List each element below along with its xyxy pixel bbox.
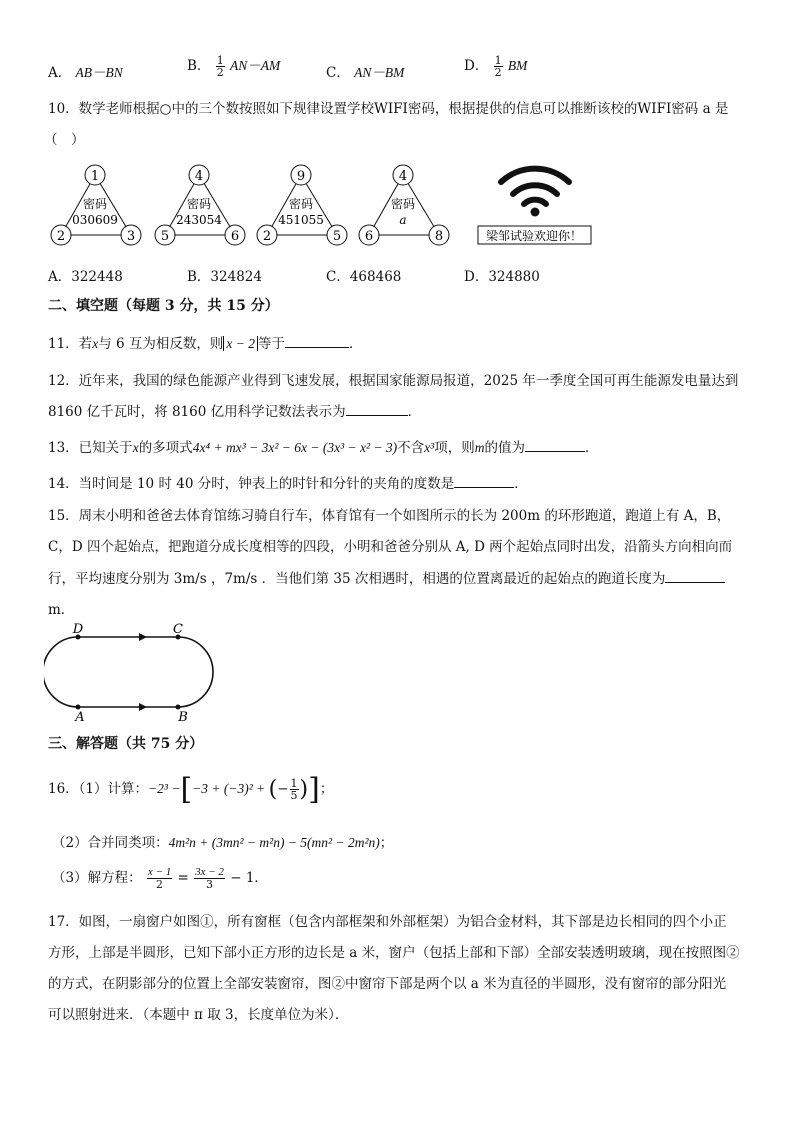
triangle-2-label: 密码 xyxy=(186,197,212,211)
triangle-1-label: 密码 xyxy=(82,197,108,211)
q17-line4: 可以照射进来．（本题中 π 取 3，长度单位为米）． xyxy=(48,1007,349,1023)
triangle-1-right: 3 xyxy=(126,229,136,244)
q10-option-b: B．324824 xyxy=(187,269,262,285)
triangle-4-code: a xyxy=(399,213,407,227)
triangle-4 xyxy=(359,165,449,245)
q10-answer-paren: （ ） xyxy=(44,132,85,148)
q17-line1: 17．如图，一扇窗户如图①，所有窗框（包含内部框架和外部框架）为铝合金材料，其下部是边长相同的四个小正 xyxy=(48,914,727,930)
section3-title: 三、解答题（共 75 分） xyxy=(48,736,204,752)
triangle-3-label: 密码 xyxy=(288,197,314,211)
q9-option-c: C． AN－BM xyxy=(326,65,405,81)
triangle-2-top: 4 xyxy=(194,169,204,184)
triangle-3-code: 451055 xyxy=(278,213,324,227)
q11: 11．若x与 6 互为相反数，则 x − 2 等于 ． xyxy=(48,336,363,352)
q17-line2: 方形，上部是半圆形，已知下部小正方形的边长是 a 米，窗户（包括上部和下部）全部安装透明玻璃，现在按照图② xyxy=(48,945,740,961)
q15-track-figure xyxy=(44,620,224,724)
triangle-2-right: 6 xyxy=(230,229,240,244)
triangle-4-label: 密码 xyxy=(390,197,416,211)
q10-option-c: C．468468 xyxy=(326,269,402,285)
triangle-1-top: 1 xyxy=(90,169,100,184)
q9-option-d: D． $\frac{1}{2}$ BM xyxy=(464,54,528,79)
triangle-2 xyxy=(155,165,245,245)
triangle-4-right: 8 xyxy=(434,229,444,244)
triangle-4-left: 6 xyxy=(364,229,374,244)
q10-option-a: A．322448 xyxy=(48,269,123,285)
track-label-c: C xyxy=(173,622,183,637)
triangle-2-left: 5 xyxy=(160,229,170,244)
triangle-3-right: 5 xyxy=(332,229,342,244)
q13: 13．已知关于x的多项式4x⁴ + mx³ − 3x² − 6x − (3x³ − x² − 3)不含x³项，则m的值为 ． xyxy=(48,440,599,456)
triangle-3-top: 9 xyxy=(296,169,306,184)
q14: 14．当时间是 10 时 40 分时，钟表上的时针和分针的夹角的度数是 ． xyxy=(48,476,528,492)
q10-option-d: D．324880 xyxy=(464,269,540,285)
triangle-1-code: 030609 xyxy=(72,213,118,227)
q12-line1: 12．近年来，我国的绿色能源产业得到飞速发展，根据国家能源局报道，2025 年一季度全国可再生能源发电量达到 xyxy=(48,373,739,389)
q16-part3: （3）解方程： $\frac{x - 1}{2}$ = $\frac{3x - 2}{3}$ − 1． xyxy=(52,866,268,891)
q10-stem: 10．数学老师根据○中的三个数按照如下规律设置学校WIFI密码，根据提供的信息可以推断该校的WIFI密码 a 是 xyxy=(48,101,729,117)
triangle-1-left: 2 xyxy=(56,229,66,244)
q9-option-b: B． $\frac{1}{2}$ AN－AM xyxy=(187,54,281,79)
q15-line3: 行，平均速度分别为 3m/s ，7m/s ．当他们第 35 次相遇时，相遇的位置离最近的起始点的跑道长度为 xyxy=(48,567,725,587)
q15-line4: m． xyxy=(48,602,75,618)
triangle-4-top: 4 xyxy=(398,169,408,184)
triangle-3 xyxy=(257,165,347,245)
wifi-caption: 梁邹试验欢迎你！ xyxy=(485,229,583,243)
triangle-3-left: 2 xyxy=(262,229,272,244)
q15-line2: C，D 四个起始点，把跑道分成长度相等的四段，小明和爸爸分别从 A, D 两个起始点同时出发，沿箭头方向相向而 xyxy=(48,539,733,555)
q16-part1: 16．（1）计算：−2³ −[−3 + (−3)² + (− $\frac{1}{5}$ )]； xyxy=(48,772,334,807)
q15-line1: 15．周末小明和爸爸去体育馆练习骑自行车，体育馆有一个如图所示的长为 200m 的环形跑道，跑道上有 A，B， xyxy=(48,508,731,524)
triangle-1 xyxy=(51,165,141,245)
section2-title: 二、填空题（每题 3 分，共 15 分） xyxy=(48,298,279,314)
wifi-icon xyxy=(478,169,591,244)
q17-line3: 的方式，在阴影部分的位置上全部安装窗帘，图②中窗帘下部是两个以 a 米为直径的半圆形，没有窗帘的部分阳光 xyxy=(48,976,727,992)
triangle-2-code: 243054 xyxy=(176,213,222,227)
track-label-a: A xyxy=(75,710,85,724)
track-label-b: B xyxy=(178,710,188,724)
q16-part2: （2）合并同类项：4m²n + (3mn² − m²n) − 5(mn² − 2m²n)； xyxy=(52,835,394,851)
track-label-d: D xyxy=(72,622,84,637)
q10-figure xyxy=(44,158,604,250)
q9-option-a: A． AB－BN xyxy=(48,65,123,81)
q12-line2: 8160 亿千瓦时，将 8160 亿用科学记数法表示为 ． xyxy=(48,404,422,420)
